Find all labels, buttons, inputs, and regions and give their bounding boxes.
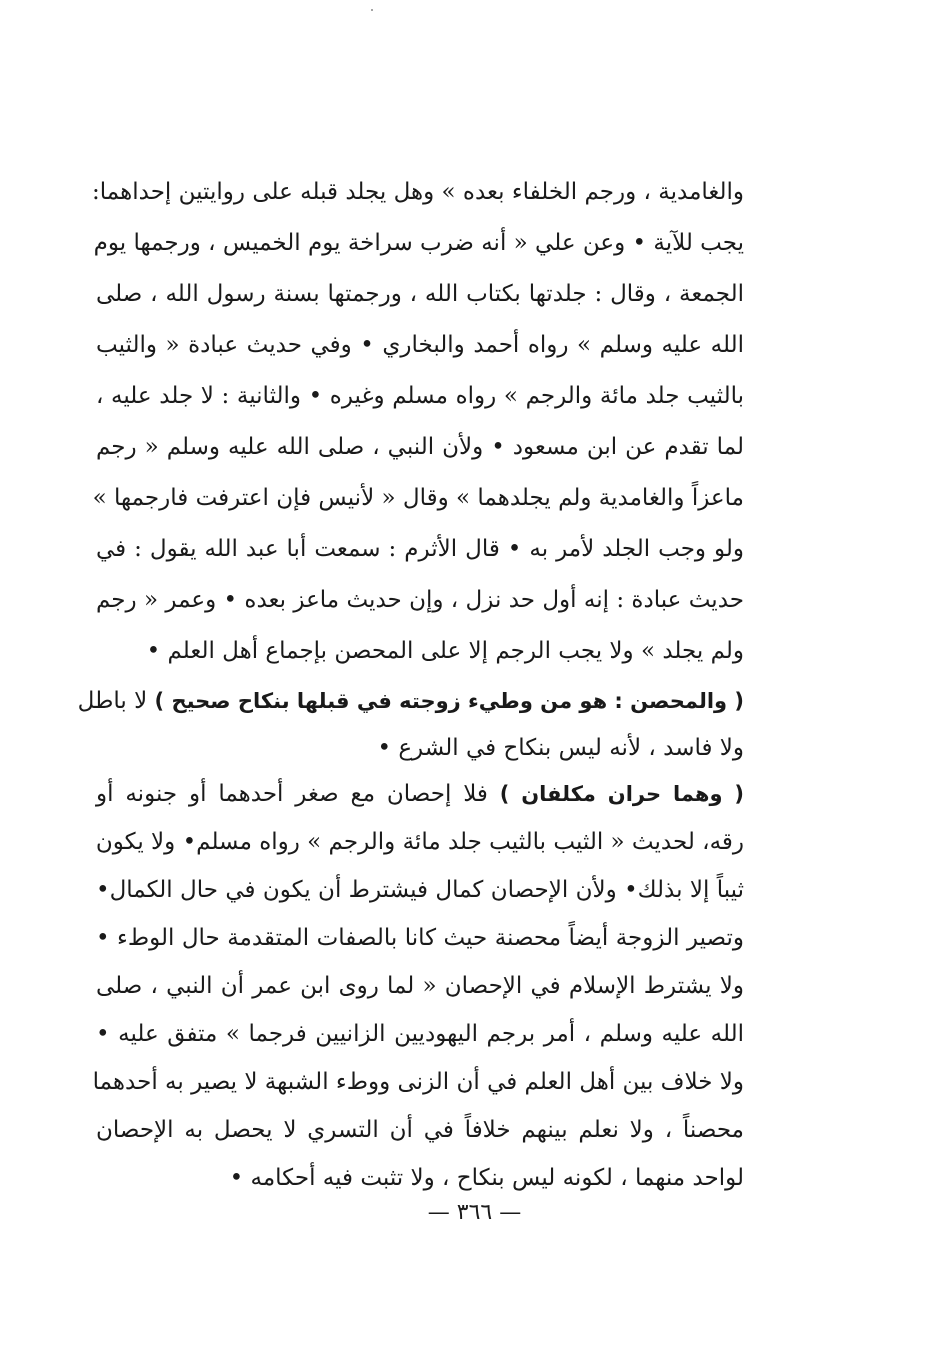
text-line: الجمعة ، وقال : جلدتها بكتاب الله ، ورجمتها بسنة رسول الله ، صلى — [96, 281, 744, 307]
text-line: ولم يجلد » ولا يجب الرجم إلا على المحصن بإجماع أهل العلم • — [146, 638, 744, 664]
text-line: ولو وجب الجلد لأمر به • قال الأثرم : سمعت أبا عبد الله يقول : في — [96, 536, 744, 562]
text-line: وتصير الزوجة أيضاً محصنة حيث كانا بالصفات المتقدمة حال الوطء • — [96, 925, 744, 951]
text-line: بالثيب جلد مائة والرجم » رواه مسلم وغيره • والثانية : لا جلد عليه ، — [96, 383, 744, 409]
text-line: حديث عبادة : إنه أول حد نزل ، وإن حديث ماعز بعده • وعمر « رجم — [96, 587, 744, 613]
text-line: الله عليه وسلم » رواه أحمد والبخاري • وفي حديث عبادة « والثيب — [96, 332, 744, 358]
text-line: الله عليه وسلم ، أمر برجم اليهوديين الزانيين فرجما » متفق عليه • — [96, 1021, 744, 1047]
text-line: والغامدية ، ورجم الخلفاء بعده » وهل يجلد قبله على روايتين إحداهما: — [92, 179, 744, 205]
sharh-text: فلا إحصان مع صغر أحدهما أو جنونه أو — [96, 781, 500, 807]
scan-speck — [371, 9, 373, 11]
body-text — [77, 168, 744, 1191]
text-line: يجب للآية • وعن علي « أنه ضرب سراخة يوم الخميس ، ورجمها يوم — [93, 230, 744, 256]
matn-bold-text: ( والمحصن : هو من وطيء زوجته في قبلها بنكاح صحيح ) — [154, 689, 744, 713]
page-number: — ٣٦٦ — — [427, 1200, 522, 1225]
text-line — [96, 770, 744, 818]
text-line: محصناً ، ولا نعلم بينهم خلافاً في أن التسري لا يحصل به الإحصان — [96, 1117, 744, 1143]
text-line: ماعزاً والغامدية ولم يجلدهما » وقال « لأنيس فإن اعترفت فارجمها » — [92, 485, 744, 511]
text-line: ولا يشترط الإسلام في الإحصان « لما روى ابن عمر أن النبي ، صلى — [96, 973, 744, 999]
text-line: ثيباً إلا بذلك• ولأن الإحصان كمال فيشترط أن يكون في حال الكمال• — [96, 877, 744, 903]
text-line: رقه، لحديث « الثيب بالثيب جلد مائة والرجم » رواه مسلم• ولا يكون — [95, 829, 744, 855]
text-line: لما تقدم عن ابن مسعود • ولأن النبي ، صلى الله عليه وسلم « رجم — [96, 434, 744, 460]
text-line: ولا خلاف بين أهل العلم في أن الزنى ووطء الشبهة لا يصير به أحدهما — [92, 1069, 744, 1095]
text-line: ولا فاسد ، لأنه ليس بنكاح في الشرع • — [377, 735, 744, 761]
sharh-text: لا باطل — [77, 688, 155, 714]
text-line — [77, 677, 744, 725]
text-line: لواحد منهما ، لكونه ليس بنكاح ، ولا تثبت فيه أحكامه • — [229, 1165, 744, 1191]
matn-bold-text: ( وهما حران مكلفان ) — [499, 782, 744, 806]
